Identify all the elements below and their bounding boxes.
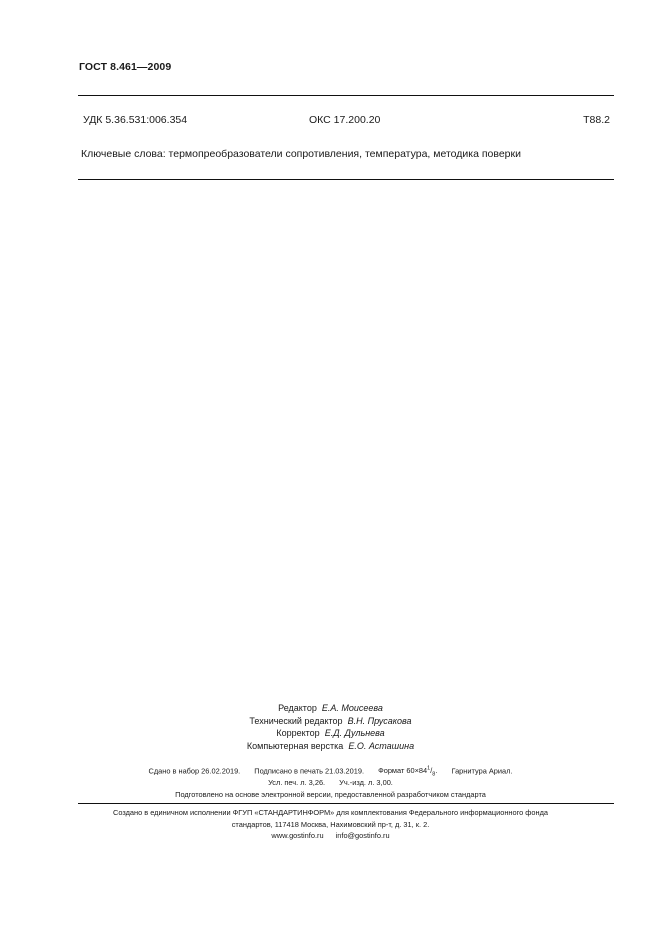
paper-format: Формат $60\times 84^1/_8$. (378, 766, 438, 778)
footer-rule (78, 803, 614, 804)
website-link[interactable]: www.gostinfo.ru (271, 831, 324, 841)
udc-code: УДК 5.36.531:006.354 (83, 114, 188, 126)
footer-line-2: стандартов, 117418 Москва, Нахимовский пр-т, д. 31, к. 2. (231, 819, 430, 829)
footer-line-1: Создано в единичном исполнении ФГУП «СТАНДАРТИНФОРМ» для комплектования Федерального информационного фонда (113, 808, 548, 817)
email-link[interactable]: info@gostinfo.ru (335, 831, 390, 841)
typeface: Гарнитура Ариал. (451, 766, 513, 776)
okstu-code: Т88.2 (583, 114, 610, 126)
credits-block (0, 702, 661, 752)
footer-block (0, 807, 661, 842)
oks-code: ОКС 17.200.20 (309, 114, 381, 126)
header-rule-top (78, 95, 614, 96)
imprint-line-3 (0, 790, 661, 799)
credit-person: Е.А. Моисеева (321, 703, 383, 713)
standard-code: ГОСТ 8.461—2009 (79, 61, 172, 73)
publisher-sheets: Уч.-изд. л. 3,00. (339, 778, 393, 787)
footer-contacts (0, 830, 661, 842)
credit-person: Е.Д. Дульнева (324, 728, 385, 739)
prepared-note: Подготовлено на основе электронной версии, предоставленной разработчиком стандарта (175, 790, 486, 799)
credit-proofreader (0, 727, 661, 740)
credit-role: Корректор (276, 728, 320, 739)
credit-role: Компьютерная верстка (246, 740, 344, 751)
credit-person: В.Н. Прусакова (347, 715, 412, 726)
signed-date: Подписано в печать 21.03.2019. (254, 766, 365, 776)
imprint-line-1 (0, 766, 661, 778)
header-rule-bottom (78, 179, 614, 180)
typeset-date: Сдано в набор 26.02.2019. (148, 766, 241, 776)
credit-role: Технический редактор (249, 715, 343, 726)
credit-editor (0, 702, 661, 715)
imprint-line-2 (0, 778, 661, 787)
credit-layout (0, 740, 661, 753)
print-sheets: Усл. печ. л. 3,26. (268, 778, 326, 787)
credit-person: Е.О. Асташина (348, 740, 415, 751)
credit-role: Редактор (278, 703, 317, 713)
credit-tech-editor (0, 715, 661, 728)
keywords-line: Ключевые слова: термопреобразователи сопротивления, температура, методика поверки (81, 148, 521, 160)
